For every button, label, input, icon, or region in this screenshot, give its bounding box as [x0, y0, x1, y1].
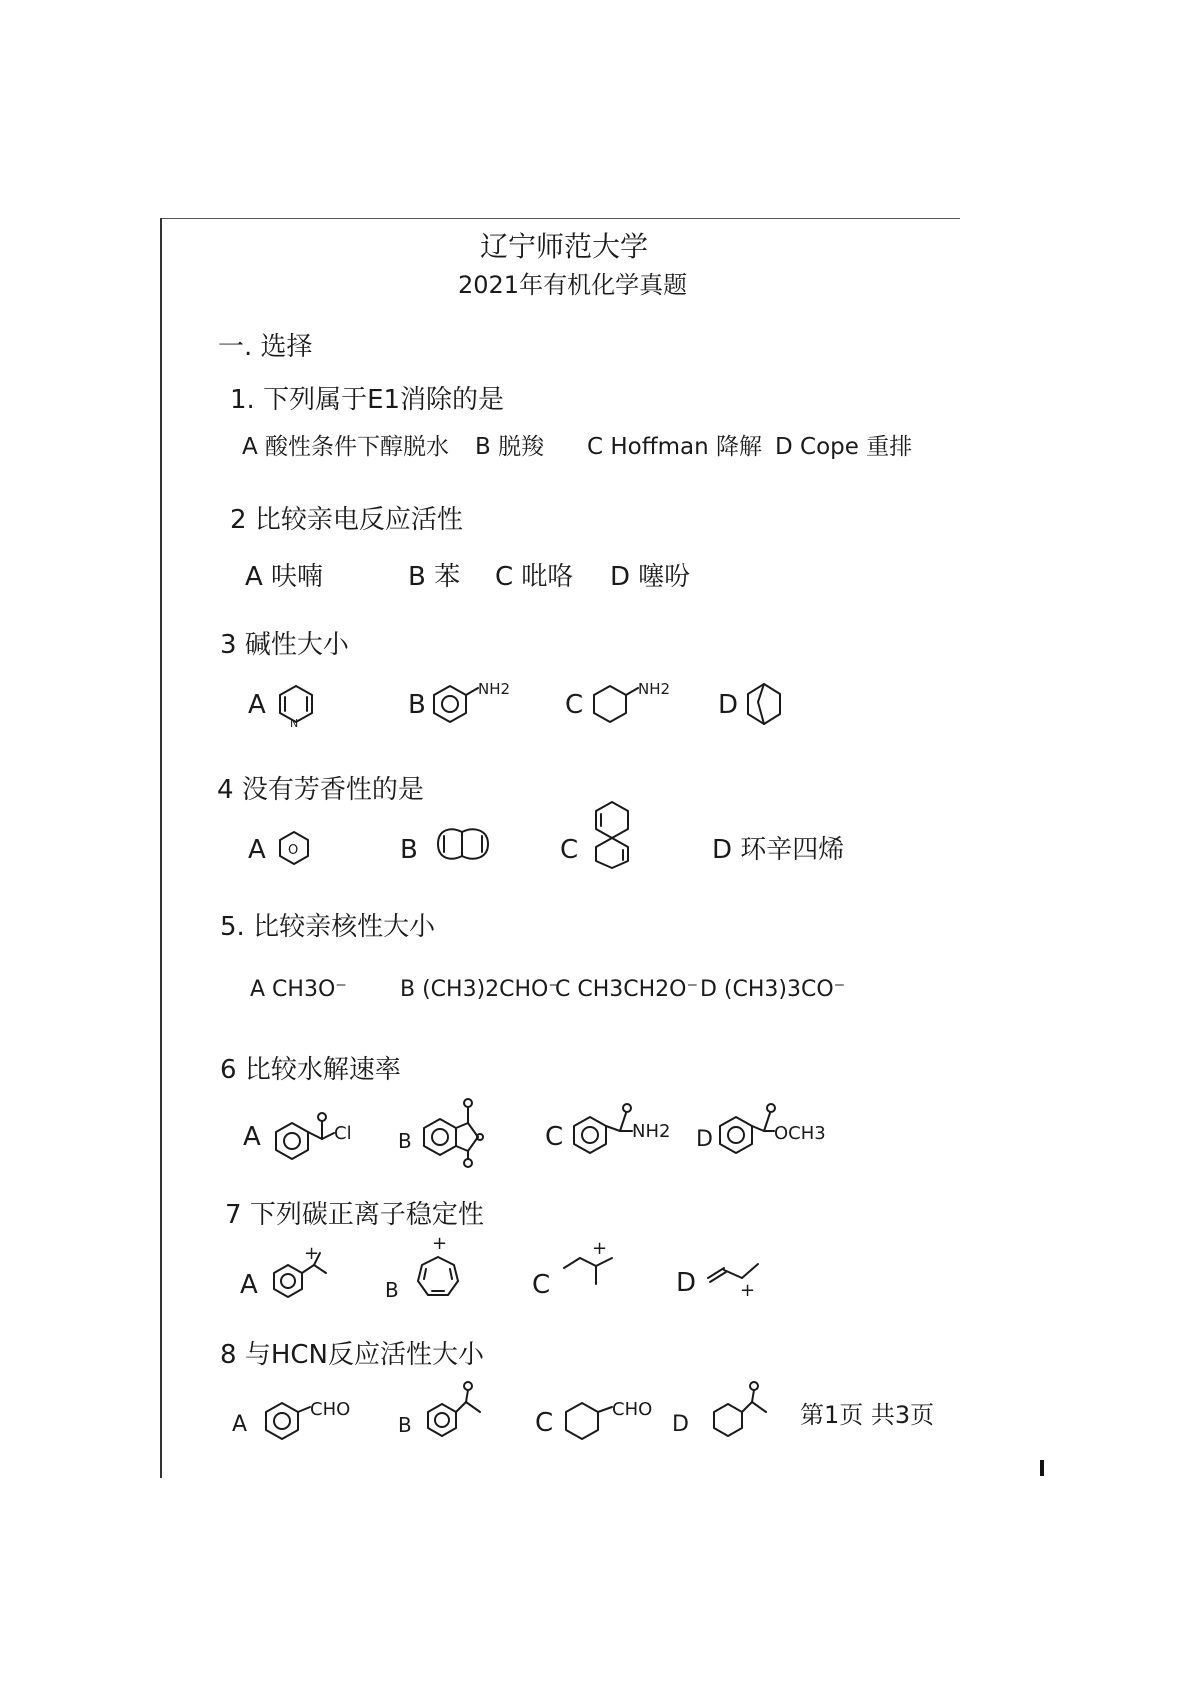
section-title: 一. 选择 [218, 332, 313, 362]
q6-a-benzoyl-chloride-structure [272, 1105, 367, 1165]
q6-label-b: B [398, 1129, 412, 1153]
q5-option-d: D (CH3)3CO⁻ [700, 977, 846, 1002]
q7-d-allylic-cation-structure [704, 1248, 774, 1301]
q2-option-b: B 苯 [408, 562, 461, 592]
q6-d-group: OCH3 [774, 1123, 826, 1144]
q3-number: 3 [220, 630, 237, 660]
q8-label-b: B [398, 1413, 412, 1437]
q4-b-bridged-annulene-structure [430, 822, 494, 866]
question-6 [220, 1055, 401, 1085]
q7-c-charge: + [592, 1238, 608, 1259]
q7-text: 下列碳正离子稳定性 [249, 1200, 484, 1230]
q3-label-d: D [718, 690, 739, 720]
q7-a-charge: + [304, 1243, 320, 1264]
q7-b-tropylium-structure [410, 1235, 466, 1307]
q8-a-benzaldehyde-structure [262, 1395, 352, 1445]
q7-a-benzylic-cation-structure [270, 1245, 340, 1307]
q2-option-d: D 噻吩 [610, 562, 691, 592]
q6-d-methyl-benzoate-structure [716, 1095, 826, 1160]
question-5 [220, 912, 435, 942]
q4-label-c: C [560, 835, 579, 865]
q4-a-pyran-structure [276, 828, 312, 868]
question-1 [230, 385, 504, 415]
q8-label-a: A [232, 1412, 248, 1437]
q6-number: 6 [220, 1055, 237, 1085]
q1-number: 1. [230, 385, 255, 415]
q7-number: 7 [225, 1200, 242, 1230]
q6-text: 比较水解速率 [244, 1055, 401, 1085]
q8-text: 与HCN反应活性大小 [244, 1340, 484, 1370]
q1-option-d: D Cope 重排 [775, 434, 913, 460]
page-border-left [160, 218, 162, 1478]
question-8 [220, 1340, 484, 1370]
q4-number: 4 [217, 775, 234, 805]
q7-label-d: D [676, 1268, 697, 1298]
q8-number: 8 [220, 1340, 237, 1370]
question-3 [220, 630, 349, 660]
q7-d-charge: + [740, 1280, 756, 1301]
q2-text: 比较亲电反应活性 [254, 505, 463, 535]
q6-a-group: Cl [334, 1123, 352, 1144]
svg-text:N: N [290, 717, 299, 730]
q8-c-group: CHO [612, 1399, 653, 1420]
q7-label-a: A [240, 1270, 258, 1300]
q3-text: 碱性大小 [244, 630, 349, 660]
q1-text: 下列属于E1消除的是 [263, 385, 505, 415]
q4-text: 没有芳香性的是 [241, 775, 424, 805]
q3-a-pyridine-structure [276, 682, 316, 728]
q6-label-a: A [243, 1122, 261, 1152]
q4-c-fused-ring-structure [590, 798, 634, 870]
q3-c-group: NH2 [638, 680, 671, 698]
q4-option-d: D 环辛四烯 [712, 835, 845, 865]
q4-label-b: B [400, 835, 418, 865]
q6-c-benzamide-structure [570, 1095, 680, 1160]
q3-c-cyclohexylamine-structure [590, 680, 680, 726]
question-7 [225, 1200, 484, 1230]
q7-label-b: B [385, 1278, 399, 1302]
q4-label-a: A [248, 835, 266, 865]
q6-c-group: NH2 [632, 1121, 671, 1142]
svg-text:O: O [288, 843, 299, 858]
q5-option-a: A CH3O⁻ [250, 977, 347, 1002]
q3-b-aniline-structure [430, 680, 520, 726]
q5-option-b: B (CH3)2CHO⁻ [400, 977, 560, 1002]
q7-label-c: C [532, 1270, 551, 1300]
q3-label-a: A [248, 690, 266, 720]
q7-b-charge: + [432, 1233, 448, 1254]
edge-mark [1040, 1460, 1044, 1476]
q3-b-group: NH2 [478, 680, 511, 698]
question-4 [217, 775, 424, 805]
q1-option-a: A 酸性条件下醇脱水 [242, 434, 450, 460]
q3-label-b: B [408, 690, 426, 720]
q1-option-b: B 脱羧 [475, 434, 545, 460]
q2-option-a: A 呋喃 [245, 562, 324, 592]
q6-label-d: D [696, 1127, 713, 1152]
q5-option-c: C CH3CH2O⁻ [555, 977, 699, 1002]
q1-option-c: C Hoffman 降解 [587, 434, 762, 460]
q8-b-acetophenone-structure [424, 1378, 494, 1444]
q6-label-c: C [545, 1122, 564, 1152]
q8-label-d: D [672, 1412, 689, 1437]
q8-c-cyclohexanecarbaldehyde-structure [562, 1395, 662, 1445]
q5-text: 比较亲核性大小 [253, 912, 436, 942]
school-name: 辽宁师范大学 [480, 230, 649, 263]
page-footer: 第1页 共3页 [800, 1401, 935, 1429]
q5-number: 5. [220, 912, 245, 942]
q7-c-tertiary-cation-structure [560, 1240, 630, 1300]
q8-a-group: CHO [310, 1399, 351, 1420]
question-2 [230, 505, 463, 535]
q8-label-c: C [535, 1408, 554, 1438]
q2-option-c: C 吡咯 [495, 562, 574, 592]
page-border-top [160, 218, 960, 219]
exam-subtitle: 2021年有机化学真题 [458, 271, 688, 299]
q2-number: 2 [230, 505, 247, 535]
q3-label-c: C [565, 690, 584, 720]
q6-b-phthalic-anhydride-structure [420, 1095, 490, 1167]
q3-d-bicyclic-amine-structure [744, 680, 784, 728]
q8-d-cyclohexyl-methyl-ketone-structure [710, 1378, 780, 1444]
